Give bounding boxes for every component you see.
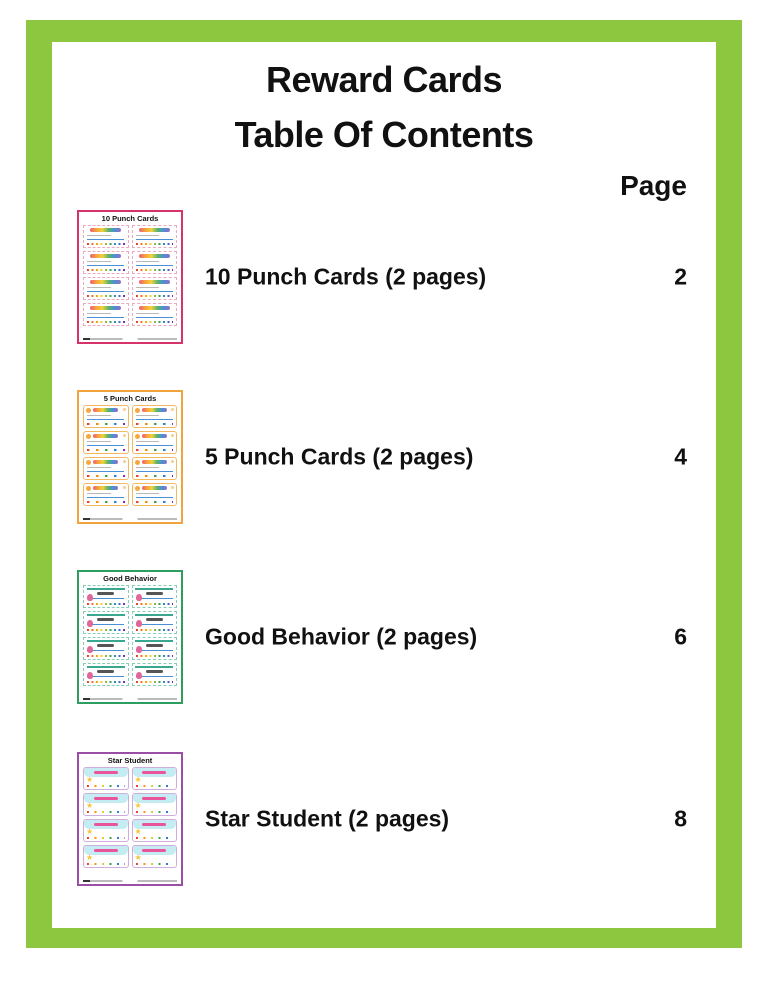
- mini-card-punch-dots: [136, 423, 174, 426]
- mini-card-title-art: [146, 670, 163, 673]
- thumbnail-footer: [83, 518, 177, 521]
- mini-behavior-card: [132, 611, 178, 634]
- thumbnail-footer: [83, 880, 177, 883]
- toc-row-5-punch-cards: [0, 390, 768, 524]
- mini-card-text-line: [136, 497, 173, 499]
- mini-behavior-card: [83, 611, 129, 634]
- mini-card-name-line: [136, 235, 160, 236]
- mini-card-punch-dots: [136, 449, 174, 452]
- mini-behavior-card: [132, 585, 178, 608]
- mini-card-title-art: [94, 823, 118, 826]
- mini-card-punch-dots: [136, 681, 174, 684]
- mini-card-text-line: [87, 265, 124, 267]
- thumbnail-footer: [83, 338, 177, 341]
- mini-card-text-line: [136, 239, 173, 241]
- mini-card-punch-dots: [87, 269, 125, 272]
- toc-entry-label: 5 Punch Cards (2 pages): [205, 443, 474, 470]
- mini-card-text-line: [136, 265, 173, 267]
- mini-card-text-line: [136, 650, 173, 652]
- mini-card-punch-dots: [87, 603, 125, 606]
- thumbnail-title: 10 Punch Cards: [101, 214, 159, 223]
- mini-card-punch-dots: [87, 321, 125, 324]
- mini-star-card: [83, 793, 129, 816]
- mini-card-text-line: [136, 291, 173, 293]
- mini-card-punch-dots: [136, 269, 174, 272]
- mini-card-text-line: [87, 239, 124, 241]
- mini-card-title-art: [93, 434, 118, 438]
- mini-card-punch-dots: [136, 837, 174, 840]
- mini-punch-card: [83, 225, 129, 248]
- mini-card-text-line: [136, 419, 173, 421]
- mini-punch-card: [132, 457, 178, 480]
- mini-card-punch-dots: [136, 785, 174, 788]
- mini-star-card: [132, 767, 178, 790]
- mini-card-punch-dots: [87, 295, 125, 298]
- toc-row-star-student: [0, 752, 768, 886]
- mini-card-title-art: [142, 408, 167, 412]
- toc-entry-page-number: 8: [674, 805, 687, 832]
- mini-card-header-art: [87, 666, 125, 668]
- mini-card-punch-dots: [87, 811, 125, 814]
- mini-card-title-art: [142, 823, 166, 826]
- mini-star-card: [132, 819, 178, 842]
- mini-card-text-line: [136, 598, 173, 600]
- mini-card-punch-dots: [136, 655, 174, 658]
- mini-card-text-line: [87, 676, 124, 678]
- mini-card-name-line: [87, 441, 111, 442]
- thumbnail-10-punch-cards: [77, 210, 183, 344]
- mini-card-name-line: [87, 235, 111, 236]
- mini-card-text-line: [87, 471, 124, 473]
- mini-card-name-line: [136, 415, 160, 416]
- mini-card-text-line: [87, 650, 124, 652]
- thumbnail-footer: [83, 698, 177, 701]
- mini-star-card: [132, 845, 178, 868]
- thumbnail-card-grid: [83, 767, 177, 868]
- mini-star-card: [83, 819, 129, 842]
- mini-card-title-art: [97, 670, 114, 673]
- mini-card-punch-dots: [87, 681, 125, 684]
- mini-star-card: [83, 767, 129, 790]
- mini-card-name-line: [87, 261, 111, 262]
- mini-punch-card: [83, 251, 129, 274]
- page-title-line1: Reward Cards: [265, 59, 503, 100]
- mini-card-title-art: [139, 228, 170, 232]
- mini-punch-card: [83, 431, 129, 454]
- mini-card-header-art: [135, 666, 173, 668]
- mini-punch-card: [132, 303, 178, 326]
- mini-card-header-art: [87, 614, 125, 616]
- thumbnail-title: Star Student: [107, 756, 153, 765]
- toc-row-good-behavior: [0, 570, 768, 704]
- mini-card-title-art: [139, 280, 170, 284]
- mini-card-name-line: [87, 493, 111, 494]
- mini-card-header-art: [87, 588, 125, 590]
- mini-card-punch-dots: [136, 475, 174, 478]
- mini-card-punch-dots: [136, 603, 174, 606]
- mini-card-title-art: [93, 460, 118, 464]
- toc-entry-page-number: 2: [674, 263, 687, 290]
- toc-entry-page-number: 6: [674, 623, 687, 650]
- thumbnail-5-punch-cards: [77, 390, 183, 524]
- mini-card-title-art: [142, 460, 167, 464]
- mini-card-punch-dots: [87, 501, 125, 504]
- mini-card-punch-dots: [87, 475, 125, 478]
- mini-card-title-art: [90, 228, 121, 232]
- mini-card-text-line: [87, 291, 124, 293]
- toc-row-10-punch-cards: [0, 210, 768, 344]
- mini-card-text-line: [87, 419, 124, 421]
- mini-card-title-art: [142, 434, 167, 438]
- toc-entry-page-number: 4: [674, 443, 687, 470]
- mini-card-text-line: [87, 497, 124, 499]
- mini-card-punch-dots: [136, 243, 174, 246]
- mini-card-title-art: [93, 486, 118, 490]
- mini-card-punch-dots: [136, 863, 174, 866]
- mini-card-text-line: [136, 624, 173, 626]
- page-column-header: Page: [620, 170, 687, 201]
- mini-card-title-art: [97, 618, 114, 621]
- thumbnail-good-behavior: [77, 570, 183, 704]
- thumbnail-card-grid: [83, 585, 177, 686]
- mini-card-punch-dots: [87, 423, 125, 426]
- mini-punch-card: [83, 457, 129, 480]
- mini-card-name-line: [87, 467, 111, 468]
- mini-punch-card: [83, 303, 129, 326]
- mini-punch-card: [83, 405, 129, 428]
- mini-card-name-line: [87, 415, 111, 416]
- mini-card-punch-dots: [87, 863, 125, 866]
- mini-card-punch-dots: [136, 811, 174, 814]
- mini-card-title-art: [142, 849, 166, 852]
- mini-card-name-line: [136, 493, 160, 494]
- mini-card-name-line: [136, 261, 160, 262]
- mini-punch-card: [83, 483, 129, 506]
- mini-card-punch-dots: [136, 321, 174, 324]
- mini-card-header-art: [87, 640, 125, 642]
- mini-card-name-line: [136, 441, 160, 442]
- mini-behavior-card: [83, 663, 129, 686]
- mini-punch-card: [83, 277, 129, 300]
- mini-card-text-line: [136, 445, 173, 447]
- mini-card-punch-dots: [87, 243, 125, 246]
- toc-entry-label: Star Student (2 pages): [205, 805, 450, 832]
- mini-card-title-art: [93, 408, 118, 412]
- mini-card-title-art: [142, 771, 166, 774]
- mini-behavior-card: [132, 663, 178, 686]
- mini-card-punch-dots: [136, 295, 174, 298]
- mini-card-title-art: [94, 849, 118, 852]
- mini-punch-card: [132, 277, 178, 300]
- mini-card-title-art: [97, 644, 114, 647]
- thumbnail-title: 5 Punch Cards: [103, 394, 157, 403]
- mini-card-title-art: [139, 254, 170, 258]
- mini-card-name-line: [136, 313, 160, 314]
- mini-card-title-art: [90, 306, 121, 310]
- mini-card-punch-dots: [136, 501, 174, 504]
- mini-card-title-art: [142, 486, 167, 490]
- mini-card-title-art: [90, 280, 121, 284]
- mini-star-card: [83, 845, 129, 868]
- mini-card-name-line: [136, 287, 160, 288]
- thumbnail-card-grid: [83, 405, 177, 506]
- thumbnail-title: Good Behavior: [103, 574, 157, 583]
- mini-card-text-line: [87, 317, 124, 319]
- mini-card-text-line: [136, 676, 173, 678]
- mini-card-text-line: [87, 445, 124, 447]
- mini-punch-card: [132, 483, 178, 506]
- mini-card-title-art: [139, 306, 170, 310]
- mini-card-title-art: [90, 254, 121, 258]
- mini-card-header-art: [135, 614, 173, 616]
- mini-card-text-line: [87, 624, 124, 626]
- mini-card-name-line: [136, 467, 160, 468]
- mini-punch-card: [132, 251, 178, 274]
- mini-card-title-art: [94, 771, 118, 774]
- thumbnail-star-student: [77, 752, 183, 886]
- mini-punch-card: [132, 225, 178, 248]
- page-title-line2: Table Of Contents: [234, 114, 534, 155]
- mini-punch-card: [132, 405, 178, 428]
- mini-card-title-art: [146, 644, 163, 647]
- mini-card-text-line: [136, 471, 173, 473]
- mini-card-title-art: [146, 618, 163, 621]
- mini-card-punch-dots: [87, 655, 125, 658]
- mini-card-punch-dots: [87, 629, 125, 632]
- mini-punch-card: [132, 431, 178, 454]
- mini-card-punch-dots: [87, 837, 125, 840]
- mini-card-title-art: [97, 592, 114, 595]
- mini-card-text-line: [87, 598, 124, 600]
- toc-entry-label: 10 Punch Cards (2 pages): [205, 263, 487, 290]
- mini-card-punch-dots: [136, 629, 174, 632]
- mini-card-header-art: [135, 640, 173, 642]
- mini-behavior-card: [83, 585, 129, 608]
- mini-behavior-card: [83, 637, 129, 660]
- mini-card-title-art: [142, 797, 166, 800]
- mini-card-text-line: [136, 317, 173, 319]
- mini-star-card: [132, 793, 178, 816]
- thumbnail-card-grid: [83, 225, 177, 326]
- mini-behavior-card: [132, 637, 178, 660]
- mini-card-punch-dots: [87, 449, 125, 452]
- toc-entry-label: Good Behavior (2 pages): [205, 623, 478, 650]
- mini-card-header-art: [135, 588, 173, 590]
- mini-card-title-art: [146, 592, 163, 595]
- mini-card-name-line: [87, 313, 111, 314]
- mini-card-name-line: [87, 287, 111, 288]
- mini-card-title-art: [94, 797, 118, 800]
- mini-card-punch-dots: [87, 785, 125, 788]
